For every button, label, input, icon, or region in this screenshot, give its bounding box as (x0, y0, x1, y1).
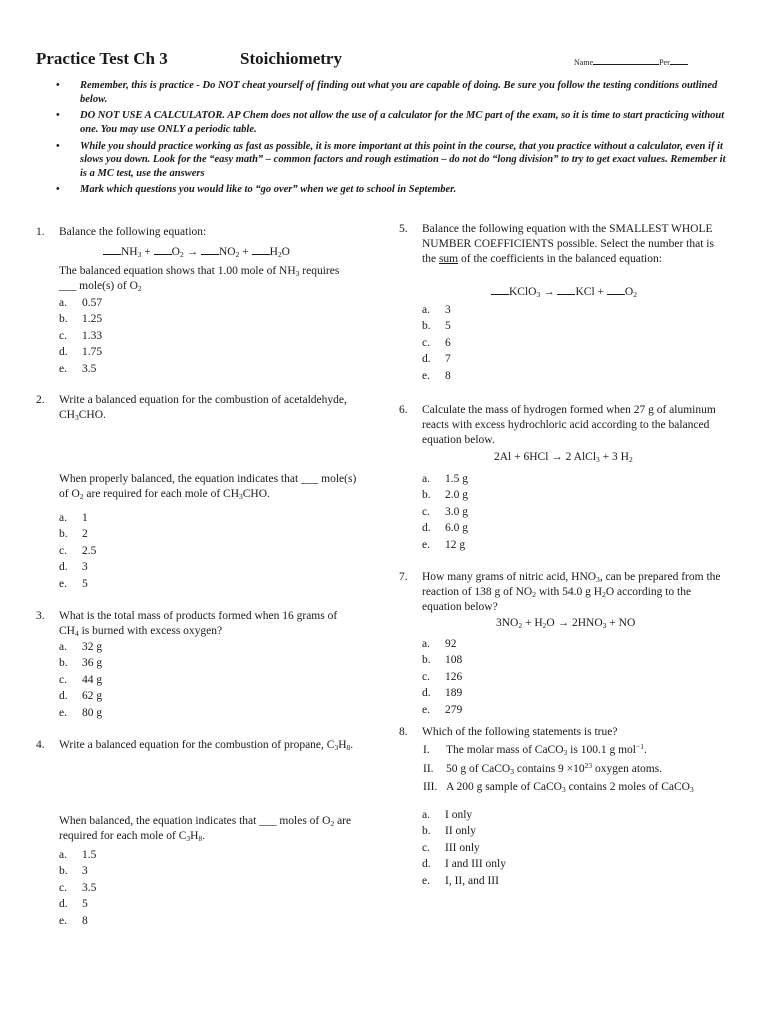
answer-choice[interactable]: b. 1.25 (59, 313, 103, 326)
answer-choice[interactable]: d. 7 (422, 353, 451, 366)
name-period-field (574, 54, 688, 69)
answer-choice[interactable]: c. 6 (422, 336, 451, 349)
question-number: 8. (399, 726, 408, 738)
answer-choice[interactable]: e. 12 g (422, 538, 466, 551)
page-title: Practice Test Ch 3 (36, 49, 168, 68)
answer-choice[interactable]: a. 32 g (59, 641, 103, 653)
header (36, 48, 736, 72)
answer-choice[interactable]: e. 3.5 (59, 362, 97, 375)
answer-choice[interactable]: d. 189 (422, 687, 463, 700)
statement-item: II. 50 g of CaCO$_3$ contains $9 \times 10^{23}$ oxygen atoms. (423, 760, 663, 776)
answer-choice[interactable]: a. 92 (422, 638, 457, 650)
name-blank (593, 54, 659, 65)
answer-choice[interactable]: b. 108 (422, 654, 463, 667)
answer-choices (59, 848, 96, 930)
answer-choice[interactable]: a. 0.57 (59, 297, 103, 309)
question-number: 1. (36, 226, 45, 238)
answer-choice[interactable]: c. 2.5 (59, 544, 97, 557)
instruction-item: • Mark which questions you would like to “go over” when we get to school in September. (56, 184, 457, 196)
answer-choice[interactable]: b. 3 (59, 865, 88, 878)
answer-choice[interactable]: a. I only (422, 809, 473, 821)
answer-choices (422, 472, 468, 554)
instruction-item: • DO NOT USE A CALCULATOR. AP Chem does not allow the use of a calculator for the MC part of the exam, so it is time to start practicing without one. You may use ONLY a periodic table. (56, 110, 725, 135)
answer-choice[interactable]: e. 279 (422, 703, 463, 716)
question-3 (36, 609, 356, 729)
answer-choice[interactable]: b. 2 (59, 528, 88, 541)
answer-choice[interactable]: c. 3.5 (59, 881, 97, 894)
instructions-list (56, 79, 726, 200)
answer-choice[interactable]: d. 1.75 (59, 346, 103, 359)
equation: KClO$_3$ → KCl + $O_2$ (491, 284, 637, 300)
answer-choice[interactable]: d. 6.0 g (422, 522, 468, 535)
statement-item: III. A 200 g sample of CaCO$_3$ contains 2 moles of CaCO$_3$ (423, 781, 694, 794)
bullet-icon: • (56, 184, 60, 196)
equation: 2Al + 6HCl → 2 AlCl$_3$ + 3 $H_2$ (494, 451, 633, 464)
per-blank (670, 54, 688, 65)
answer-choice[interactable]: e. 5 (59, 577, 88, 590)
answer-choices (422, 637, 462, 719)
question-stem: Which of the following statements is true? (422, 726, 618, 738)
question-stem: Calculate the mass of hydrogen formed when 27 g of aluminum reacts with excess hydrochloric acid according to the balanced equation below. (422, 404, 716, 447)
answer-choices (59, 640, 102, 722)
question-number: 7. (399, 571, 408, 583)
question-number: 3. (36, 610, 45, 622)
answer-choice[interactable]: a. 1 (59, 512, 88, 524)
bullet-icon: • (56, 110, 60, 122)
per-label: Per (659, 58, 670, 67)
question-stem: Balance the following equation with the SMALLEST WHOLE NUMBER COEFFICIENTS possible. Select the number that is the sum of the coefficients in the balanced equation: (422, 223, 714, 266)
question-2 (36, 393, 356, 593)
question-number: 5. (399, 223, 408, 235)
answer-choice[interactable]: e. 80 g (59, 706, 103, 719)
answer-choice[interactable]: c. 3.0 g (422, 505, 468, 518)
question-stem: Balance the following equation: (59, 226, 207, 238)
equation: $NH_3 + O_2 \to NO_2 + H_2O$ (103, 244, 290, 260)
answer-choice[interactable]: b. 36 g (59, 657, 103, 670)
bullet-icon: • (56, 80, 60, 91)
question-6 (399, 403, 729, 553)
question-number: 4. (36, 739, 45, 751)
answer-choice[interactable]: c. III only (422, 841, 480, 854)
question-8 (399, 725, 739, 895)
name-label: Name (574, 58, 594, 67)
answer-choice[interactable]: b. 2.0 g (422, 489, 468, 502)
question-number: 6. (399, 404, 408, 416)
question-5 (399, 222, 729, 387)
answer-choice[interactable]: e. 8 (422, 369, 451, 382)
statement-list (423, 743, 694, 799)
instruction-item: • Remember, this is practice - Do NOT cheat yourself of finding out what you are capable of doing. Be sure you follow the testing conditions outlined below. (56, 80, 718, 105)
instruction-item: • While you should practice working as fast as possible, it is more important at this point in the course, that you practice without a calculator, even if it slows you down. Look for the “easy math” – common factors and rough estimation – do not do “long division” to try to get exact values. Remember it is a MC test, use the answers (56, 140, 726, 179)
question-4 (36, 738, 356, 938)
question-number: 2. (36, 394, 45, 406)
answer-choice[interactable]: d. I and III only (422, 858, 506, 871)
question-prompt: When properly balanced, the equation indicates that ___ mole(s) of $O_2$ are required for each mole of $CH_3CHO$. (59, 473, 357, 502)
answer-choice[interactable]: c. 1.33 (59, 329, 103, 342)
answer-choice[interactable]: d. 62 g (59, 690, 103, 703)
statement-item: I. The molar mass of CaCO$_3$ is 100.1 g mol$^{-1}$. (423, 742, 647, 757)
answer-choices (422, 303, 451, 385)
question-prompt: When balanced, the equation indicates that ___ moles of $O_2$ are required for each mole of $C_3H_8$. (59, 815, 352, 844)
bullet-icon: • (56, 140, 60, 152)
question-stem: Write a balanced equation for the combustion of acetaldehyde, $CH_3CHO$. (59, 394, 347, 423)
question-stem: How many grams of nitric acid, $HNO_3$, can be prepared from the reaction of 138 g of $NO_2$ with 54.0 g $H_2O$ according to the equation below? (422, 571, 721, 614)
question-1 (36, 225, 356, 385)
answer-choice[interactable]: d. 5 (59, 898, 88, 911)
question-stem: What is the total mass of products formed when 16 grams of $CH_4$ is burned with excess oxygen? (59, 610, 338, 639)
answer-choice[interactable]: c. 126 (422, 670, 463, 683)
question-prompt: The balanced equation shows that 1.00 mole of $NH_3$ requires ___ mole(s) of $O_2$ (59, 265, 340, 294)
answer-choice[interactable]: e. I, II, and III (422, 874, 499, 887)
question-7 (399, 570, 729, 720)
answer-choice[interactable]: e. 8 (59, 914, 88, 927)
answer-choice[interactable]: d. 3 (59, 561, 88, 574)
question-stem: Write a balanced equation for the combustion of propane, $C_3H_8$. (59, 739, 354, 752)
answer-choice[interactable]: b. II only (422, 825, 476, 838)
answer-choice[interactable]: b. 5 (422, 320, 451, 333)
answer-choices (59, 511, 96, 593)
equation: $3NO_2 + H_2O \to 2HNO_3$ + NO (496, 617, 636, 630)
answer-choice[interactable]: a. 1.5 g (422, 473, 468, 485)
subject-title: Stoichiometry (240, 49, 342, 68)
answer-choice[interactable]: a. 1.5 (59, 849, 97, 861)
answer-choice[interactable]: a. 3 (422, 304, 451, 316)
answer-choice[interactable]: c. 44 g (59, 673, 103, 686)
answer-choices (422, 808, 506, 890)
answer-choices (59, 296, 102, 378)
